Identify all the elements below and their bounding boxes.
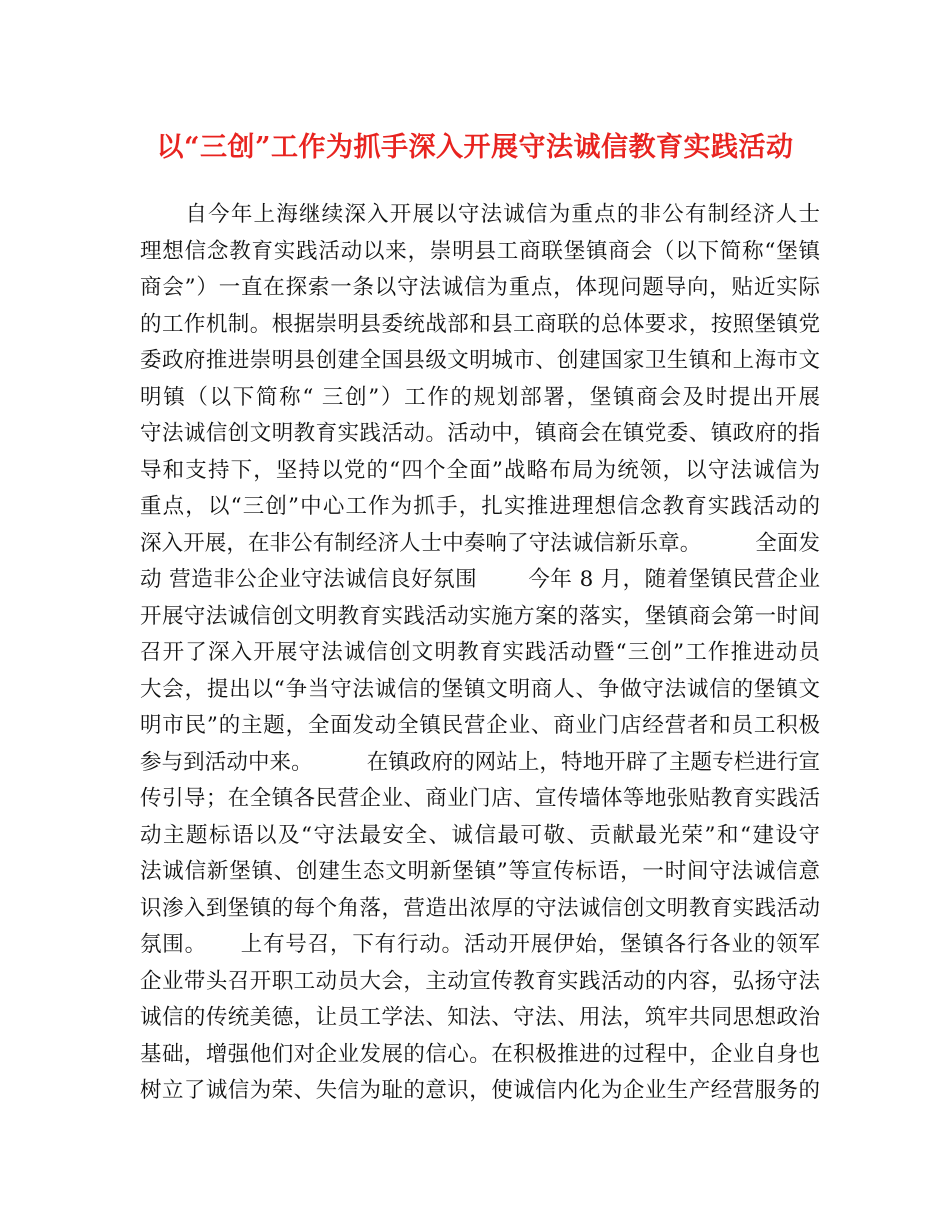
body-line: 识渗入到堡镇的每个角落，营造出浓厚的守法诚信创文明教育实践活动 [140, 895, 820, 921]
body-line: 导和支持下，坚持以党的“四个全面”战略布局为统领，以守法诚信为 [140, 457, 820, 483]
body-line: 开展守法诚信创文明教育实践活动实施方案的落实，堡镇商会第一时间 [140, 603, 820, 629]
body-line: 大会，提出以“争当守法诚信的堡镇文明商人、争做守法诚信的堡镇文 [140, 676, 820, 702]
body-line: 重点，以“三创”中心工作为抓手，扎实推进理想信念教育实践活动的 [140, 494, 820, 519]
body-line: 企业带头召开职工动员大会，主动宣传教育实践活动的内容，弘扬守法 [140, 968, 820, 994]
body-line: 商会”）一直在探索一条以守法诚信为重点，体现问题导向，贴近实际 [140, 275, 820, 300]
body-line: 委政府推进崇明县创建全国县级文明城市、创建国家卫生镇和上海市文 [140, 348, 820, 373]
body-line: 明镇（以下简称“ 三创”）工作的规划部署，堡镇商会及时提出开展 [140, 384, 820, 410]
body-line: 诚信的传统美德，让员工学法、知法、守法、用法，筑牢共同思想政治 [140, 1005, 820, 1030]
body-line: 自今年上海继续深入开展以守法诚信为重点的非公有制经济人士 [140, 202, 820, 227]
body-line: 树立了诚信为荣、失信为耻的意识，使诚信内化为企业生产经营服务的 [140, 1078, 820, 1103]
body-line: 参与到活动中来。 在镇政府的网站上，特地开辟了主题专栏进行宣 [140, 749, 820, 775]
body-line: 氛围。 上有号召，下有行动。活动开展伊始，堡镇各行各业的领军 [140, 932, 820, 957]
document-title: 以“三创”工作为抓手深入开展守法诚信教育实践活动 [156, 132, 794, 163]
body-line: 召开了深入开展守法诚信创文明教育实践活动暨“三创”工作推进动员 [140, 640, 820, 665]
body-line: 动主题标语以及“守法最安全、诚信最可敬、贡献最光荣”和“建设守 [140, 822, 820, 848]
body-line: 基础，增强他们对企业发展的信心。在积极推进的过程中，企业自身也 [140, 1041, 820, 1067]
body-line: 的工作机制。根据崇明县委统战部和县工商联的总体要求，按照堡镇党 [140, 311, 820, 337]
body-line: 法诚信新堡镇、创建生态文明新堡镇”等宣传标语，一时间守法诚信意 [140, 859, 820, 884]
body-line: 传引导；在全镇各民营企业、商业门店、宣传墙体等地张贴教育实践活 [140, 786, 820, 811]
document-body [140, 197, 820, 1110]
body-line: 明市民”的主题，全面发动全镇民营企业、商业门店经营者和员工积极 [140, 713, 820, 738]
body-line: 理想信念教育实践活动以来，崇明县工商联堡镇商会（以下简称“堡镇 [140, 238, 820, 264]
body-line: 深入开展，在非公有制经济人士中奏响了守法诚信新乐章。 全面发 [140, 530, 820, 556]
body-line: 动 营造非公企业守法诚信良好氛围 今年 8 月，随着堡镇民营企业 [140, 567, 820, 592]
body-line: 守法诚信创文明教育实践活动。活动中，镇商会在镇党委、镇政府的指 [140, 421, 820, 446]
